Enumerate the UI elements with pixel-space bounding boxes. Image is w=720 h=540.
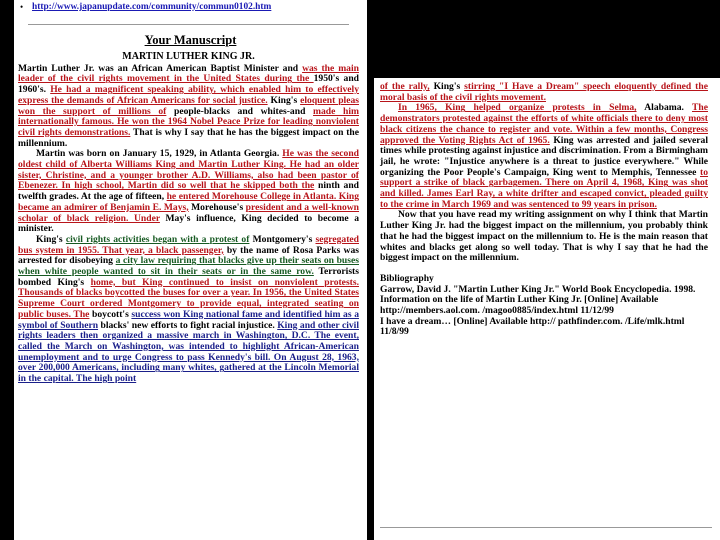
highlighted-text-run: He was the second oldest child of Alberta Williams King and Martin Luther King. He had an older sister, Christine, and a younger brother A.D. Williams, also had been pastor of Ebenezer. In high school, Martin did so well that he skipped both the <box>18 148 359 192</box>
text-run: Alabama. <box>636 102 692 114</box>
divider <box>28 24 349 25</box>
text-run: King's <box>267 94 301 106</box>
text-run: Morehouse's <box>188 201 246 213</box>
paragraph-rally <box>380 82 708 103</box>
highlighted-text-run: was the main leader of the civil rights movement in the United States during the <box>18 62 359 85</box>
text-run: Now that you have read my writing assignment on why I think that Martin Luther King Jr. had the biggest impact on the millennium, you probably think that he had the biggest impact on the millennium to. He is the main reason that whites and blacks get along so well today. That is why I say that he had the biggest impact on the millennium. <box>380 209 708 264</box>
text-run: 1950's and 1960's. <box>18 73 359 96</box>
paragraph-civil-rights <box>18 235 359 385</box>
bullet-icon: • <box>20 2 24 12</box>
bibliography-entry-2: Information on the life of Martin Luther King Jr. [Online] Available http://members.aol.com. /magoo0885/index.html 11/12/99 <box>380 294 659 317</box>
highlighted-text-run: civil rights activities began with a protest of <box>65 233 250 245</box>
highlighted-text-run: a city law requiring that blacks give up their seats on buses when white people wanted to sit in their seats or in the same row. <box>18 255 359 278</box>
text-run: boycott's <box>89 308 132 320</box>
text-run: blacks' new efforts to fight racial injustice. <box>98 319 278 331</box>
source-url-link[interactable]: http://www.japanupdate.com/community/commun0102.htm <box>32 2 272 12</box>
text-run: ninth and twelfth grades. At the age of fifteen, <box>18 180 359 203</box>
manuscript-heading: Your Manuscript <box>144 33 237 47</box>
paragraph-intro <box>18 64 359 150</box>
highlighted-text-run: In 1965, King helped organize protests in Selma, <box>398 102 637 114</box>
text-run: by the name of Rosa Parks was arrested for disobeying <box>18 244 359 267</box>
divider <box>380 527 712 528</box>
text-run: King was arrested and jailed several times while protesting against injustice and discrimination. From a Birmingham jail, he wrote: "Injustice anywhere is a threat to justice everywhere." While organizing the Poor People's Campaign, King went to Memphis, Tennessee <box>380 134 709 178</box>
highlighted-text-run: segregated bus system in 1955. That year, a black passenger, <box>18 233 359 256</box>
bibliography-entry-3: I have a dream… [Online] Available http:// pathfinder.com. /Life/mlk.html 11/8/99 <box>380 315 685 338</box>
paragraph-selma <box>380 103 708 210</box>
highlighted-text-run: King and other civil rights leaders then organized a massive march in Washington, D.C. The event, called the March on Washington, was intended to highlight African-American unemployment and to urge Congress to pass Kennedy's bill. On August 28, 1963, over 200,000 Americans, including many whites, gathered at the Lincoln Memorial in the capital. The high point <box>18 319 359 385</box>
left-document-page <box>14 0 367 540</box>
highlighted-text-run: of the rally, <box>380 81 430 92</box>
text-run: May's influence, King decided to become a minister. <box>18 212 360 235</box>
highlighted-text-run: stirring "I Have a Dream" speech eloquently defined the moral basis of the civil rights movement. <box>380 81 708 103</box>
highlighted-text-run: eloquent pleas won the support of millions of <box>18 94 359 117</box>
right-document-page <box>374 78 720 540</box>
text-run: Terrorists bombed King's <box>18 266 359 288</box>
text-run: King's <box>36 233 66 245</box>
text-run: Montgomery's <box>249 233 316 245</box>
highlighted-text-run: he entered Morehouse College in Atlanta. King became an admirer of Benjamin E. Mays, <box>18 191 359 213</box>
text-run: That is why I say that he has the biggest impact on the millennium. <box>18 126 359 149</box>
highlighted-text-run: home, but King continued to insist on nonviolent protests. Thousands of blacks boycotted the buses for over a year. In 1956, the United States Supreme Court ordered Montgomery to provide equal, integrated seating on public buses. The <box>18 276 359 320</box>
paragraph-early-life <box>18 149 359 235</box>
bibliography-entry-1: Garrow, David J. "Martin Luther King Jr." World Book Encyclopedia. 1998. <box>380 283 696 295</box>
highlighted-text-run: made him internationally famous. He won the 1964 Nobel Peace Prize for leading nonviolent civil rights demonstrations. <box>18 105 359 138</box>
manuscript-body-left <box>18 52 359 385</box>
highlighted-text-run: to support a strike of black garbagemen. There on April 4, 1968, King was shot and killed. James Earl Ray, a white drifter and escaped convict, pleaded guilty to the crime in March 1969 and was sentenced to 99 years in prison. <box>380 166 708 210</box>
text-run: people-blacks and whites-and <box>166 105 314 117</box>
highlighted-text-run: president and a well-known scholar of black religion. Under <box>18 201 360 224</box>
highlighted-text-run: success won King national fame and identified him as a symbol of Southern <box>18 308 359 331</box>
highlighted-text-run: The demonstrators protested against the efforts of white officials there to deny most black citizens the chance to register and vote. Within a few months, Congress approved the Voting Rights Act of 1965. <box>380 102 708 146</box>
text-run: Martin Luther Jr. was an African American Baptist Minister and <box>18 62 303 74</box>
text-run: King's <box>429 81 465 92</box>
highlighted-text-run: He had a magnificent speaking ability, which enabled him to effectively express the demands of African Americans for social justice. <box>18 84 360 106</box>
bibliography-title: Bibliography <box>380 272 434 284</box>
text-run: Martin was born on January 15, 1929, in Atlanta Georgia. <box>36 148 283 160</box>
paragraph-conclusion <box>380 210 708 264</box>
manuscript-body-right <box>380 82 708 338</box>
essay-title: MARTIN LUTHER KING JR. <box>122 51 255 62</box>
